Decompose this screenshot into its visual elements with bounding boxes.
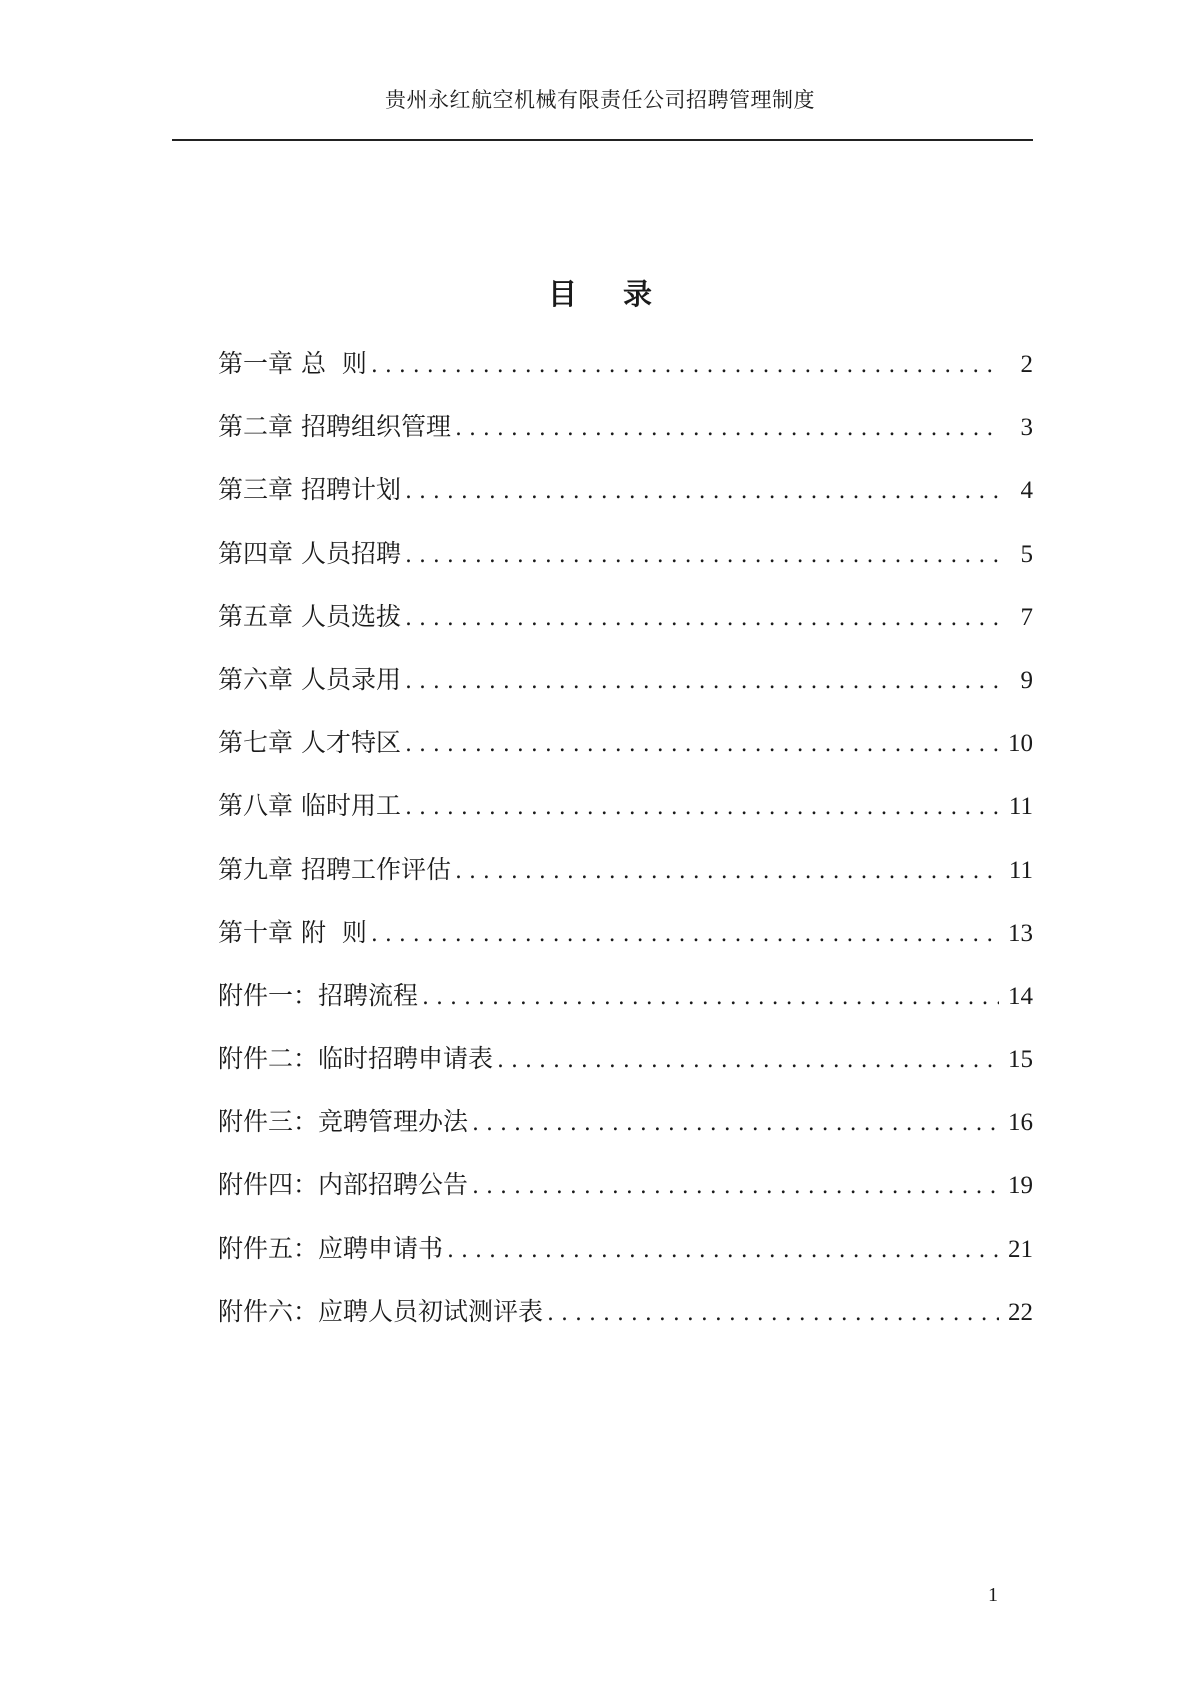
toc-entry-label: 第四章 人员招聘 — [218, 538, 401, 568]
toc-entry-label: 附件一：招聘流程 — [218, 980, 419, 1010]
toc-dot-leader — [472, 1174, 999, 1199]
toc-entry-page: 22 — [1008, 1298, 1033, 1326]
toc-entry-page: 19 — [1008, 1172, 1033, 1200]
toc-entry-label: 附件四：内部招聘公告 — [218, 1170, 469, 1200]
toc-dot-leader — [405, 479, 999, 504]
toc-dot-leader — [472, 1111, 999, 1136]
toc-entry[interactable] — [218, 407, 1033, 470]
toc-entry-label: 第七章 人才特区 — [218, 728, 401, 758]
toc-entry-page: 14 — [1008, 982, 1033, 1010]
toc-entry-label: 附件三：竞聘管理办法 — [218, 1107, 469, 1137]
toc-entry-label: 第三章 招聘计划 — [218, 475, 401, 505]
toc-entry-label: 附件五：应聘申请书 — [218, 1233, 444, 1263]
header-divider — [172, 139, 1033, 141]
toc-dot-leader — [405, 606, 999, 631]
toc-entry-page: 15 — [1008, 1046, 1033, 1074]
toc-entry-page: 2 — [1020, 351, 1033, 378]
toc-entry-label: 第五章 人员选拔 — [218, 601, 401, 631]
toc-entry-label: 附件六：应聘人员初试测评表 — [218, 1296, 544, 1326]
toc-dot-leader — [422, 985, 999, 1010]
toc-entry-label: 第六章 人员录用 — [218, 664, 401, 694]
toc-entry[interactable] — [218, 597, 1033, 660]
toc-entry-label: 第一章 总 则 — [218, 349, 367, 378]
toc-entry-label: 第十章 附 则 — [218, 917, 367, 947]
toc-entry-label: 第八章 临时用工 — [218, 791, 401, 821]
toc-dot-leader — [371, 922, 999, 947]
toc-entry-page: 5 — [1020, 540, 1033, 568]
toc-entry-page: 7 — [1020, 603, 1033, 631]
toc-entry[interactable] — [218, 913, 1033, 976]
toc-entry[interactable] — [218, 1039, 1033, 1102]
toc-entry-label: 第二章 招聘组织管理 — [218, 412, 451, 442]
toc-entry-page: 9 — [1020, 666, 1033, 694]
toc-entry[interactable] — [218, 723, 1033, 786]
toc-entry[interactable] — [218, 1229, 1033, 1292]
toc-entry[interactable] — [218, 660, 1033, 723]
toc-dot-leader — [405, 669, 999, 694]
toc-entry[interactable] — [218, 344, 1033, 407]
toc-entry-page: 11 — [1008, 793, 1033, 821]
toc-entry-label: 第九章 招聘工作评估 — [218, 854, 451, 884]
toc-dot-leader — [455, 859, 999, 884]
toc-entry-page: 3 — [1020, 414, 1033, 442]
toc-entry-label: 附件二：临时招聘申请表 — [218, 1044, 494, 1074]
toc-entry[interactable] — [218, 976, 1033, 1039]
toc-entry-page: 16 — [1008, 1109, 1033, 1137]
page-number: 1 — [988, 1584, 998, 1606]
toc-dot-leader — [405, 543, 999, 568]
page-header: 贵州永红航空机械有限责任公司招聘管理制度 — [385, 88, 815, 112]
toc-title: 目 录 — [547, 277, 671, 311]
toc-entry[interactable] — [218, 1102, 1033, 1165]
toc-entry-page: 13 — [1008, 919, 1033, 947]
toc-entry-page: 21 — [1008, 1235, 1033, 1263]
toc-dot-leader — [405, 795, 999, 820]
toc-entry[interactable] — [218, 1165, 1033, 1228]
toc-dot-leader — [447, 1238, 999, 1263]
toc-entry[interactable] — [218, 534, 1033, 597]
toc-dot-leader — [547, 1301, 999, 1326]
table-of-contents — [218, 344, 1033, 1355]
toc-dot-leader — [371, 353, 999, 378]
toc-entry[interactable] — [218, 850, 1033, 913]
toc-dot-leader — [497, 1048, 999, 1073]
toc-entry-page: 10 — [1008, 730, 1033, 758]
toc-dot-leader — [455, 416, 999, 441]
toc-entry[interactable] — [218, 786, 1033, 849]
toc-dot-leader — [405, 732, 999, 757]
toc-entry[interactable] — [218, 470, 1033, 533]
toc-entry-page: 11 — [1008, 856, 1033, 884]
toc-entry[interactable] — [218, 1292, 1033, 1355]
toc-entry-page: 4 — [1020, 477, 1033, 505]
